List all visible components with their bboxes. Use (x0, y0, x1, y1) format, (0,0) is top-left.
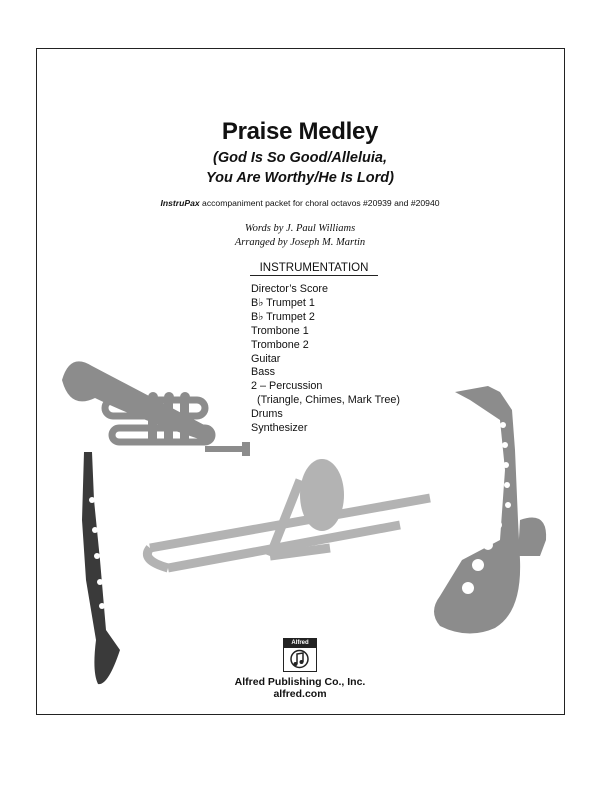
subtitle (0, 148, 600, 188)
instrument-item: Guitar (251, 352, 281, 365)
publisher (0, 676, 600, 700)
page-title: Praise Medley (221, 118, 379, 145)
saxophone-icon (434, 386, 546, 634)
instrument-item: Director’s Score (251, 283, 329, 295)
clarinet-icon (82, 452, 120, 684)
publisher-name: Alfred Publishing Co., Inc. (234, 676, 366, 688)
instrumentation-list (251, 283, 400, 436)
trumpet-icon (62, 361, 250, 456)
instrument-item: Synthesizer (251, 422, 308, 435)
alfred-logo-label: Alfred (284, 639, 316, 648)
subtitle-line-2: You Are Worthy/He Is Lord) (206, 170, 394, 186)
instrument-item: Trombone 2 (251, 338, 309, 351)
alfred-logo (283, 638, 317, 672)
subtitle-line-1: (God Is So Good/Alleluia, (212, 150, 387, 166)
publisher-url[interactable]: alfred.com (273, 688, 327, 700)
instrumentation-heading: INSTRUMENTATION (250, 262, 378, 276)
credits (0, 222, 600, 250)
instrument-item: 2 – Percussion (251, 380, 323, 393)
instrument-item: (Triangle, Chimes, Mark Tree) (257, 394, 400, 407)
instrument-item: B♭ Trumpet 2 (251, 310, 315, 323)
packet-description (0, 198, 600, 208)
instrupax-brand: InstruPax (160, 198, 200, 208)
instrument-item: B♭ Trumpet 1 (251, 296, 315, 309)
instrument-item: Trombone 1 (251, 324, 309, 337)
arranger-credit: Arranged by Joseph M. Martin (234, 237, 366, 248)
instrument-item: Drums (251, 408, 283, 421)
trombone-icon (147, 459, 430, 568)
music-note-icon (284, 648, 315, 670)
packet-text: accompaniment packet for choral octavos #20939 and #20940 (199, 198, 440, 208)
words-credit: Words by J. Paul Williams (244, 223, 356, 234)
instrument-item: Bass (251, 366, 276, 379)
